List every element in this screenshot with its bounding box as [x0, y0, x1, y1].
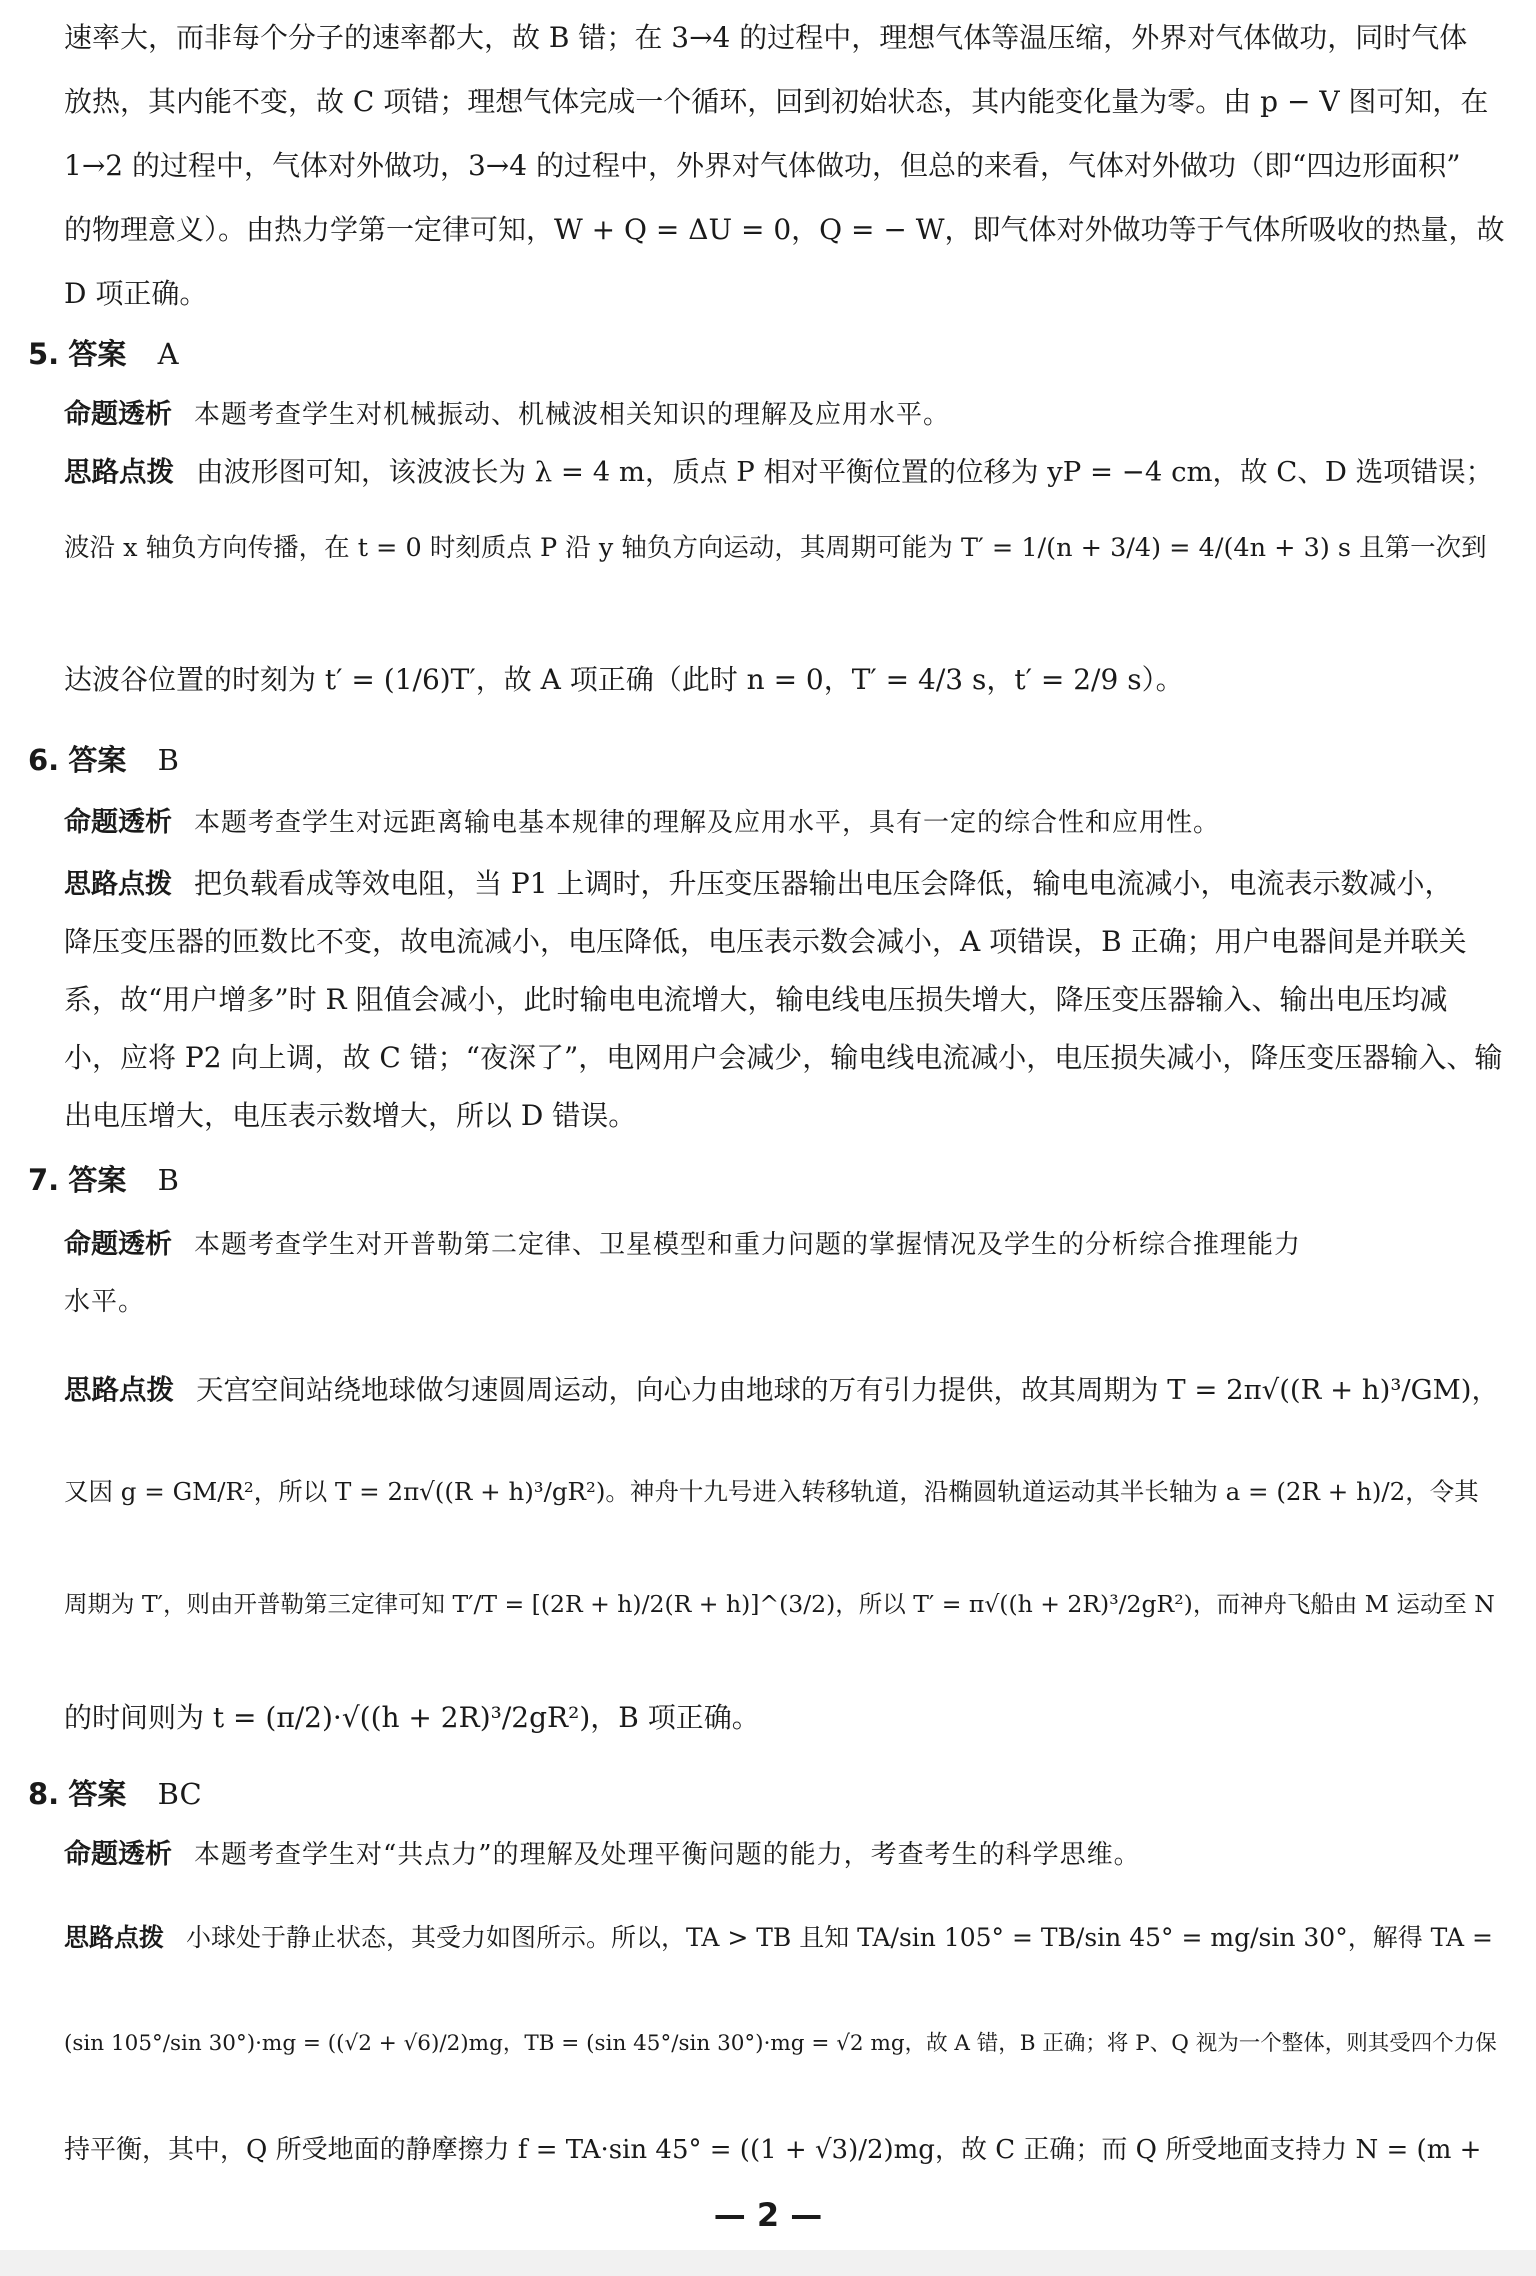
analysis-label: 命题透析: [64, 807, 172, 838]
analysis-label: 命题透析: [64, 399, 172, 430]
hint-line: 持平衡，其中，Q 所受地面的静摩擦力 f = TA·sin 45° = ((1 + √3)/2)mg，故 C 正确；而 Q 所受地面支持力 N = (m +: [64, 2135, 1482, 2165]
question-number: 5.: [28, 337, 60, 371]
answer-value: A: [157, 337, 179, 371]
hint-line: 小，应将 P2 向上调，故 C 错；“夜深了”，电网用户会减少，输电线电流减小，电压损失减小，降压变压器输入、输: [64, 1041, 1503, 1074]
hint-label: 思路点拨: [64, 869, 172, 900]
hint-label: 思路点拨: [64, 1374, 174, 1406]
answer-value: B: [157, 1163, 179, 1197]
question-8-header: [28, 1774, 202, 1814]
hint-text: 小球处于静止状态，其受力如图所示。所以，TA > TB 且知 TA/sin 105° = TB/sin 45° = mg/sin 30°，解得 TA =: [186, 1923, 1493, 1952]
intro-line: 速率大，而非每个分子的速率都大，故 B 错；在 3→4 的过程中，理想气体等温压缩，外界对气体做功，同时气体: [64, 21, 1468, 54]
question-5-header: [28, 334, 179, 374]
intro-line: D 项正确。: [64, 277, 208, 310]
page-bottom-band: [0, 2250, 1536, 2276]
analysis-text: 本题考查学生对“共点力”的理解及处理平衡问题的能力，考查考生的科学思维。: [194, 1840, 1141, 1870]
hint-label: 思路点拨: [64, 456, 174, 488]
intro-line: 1→2 的过程中，气体对外做功，3→4 的过程中，外界对气体做功，但总的来看，气体对外做功（即“四边形面积”: [64, 149, 1461, 182]
intro-line: 放热，其内能不变，故 C 项错；理想气体完成一个循环，回到初始状态，其内能变化量为零。由 p − V 图可知，在: [64, 85, 1489, 118]
hint-line: (sin 105°/sin 30°)·mg = ((√2 + √6)/2)mg，TB = (sin 45°/sin 30°)·mg = √2 mg，故 A 错，B 正确；将 P、Q 视为一个整体，则其受四个力保: [64, 2031, 1497, 2056]
question-5-analysis: [64, 394, 1496, 435]
question-8-hint: [64, 1918, 1496, 1958]
question-7-hint: [64, 1370, 1499, 1410]
intro-line: 的物理意义）。由热力学第一定律可知，W + Q = ΔU = 0，Q = − W，即气体对外做功等于气体所吸收的热量，故: [64, 213, 1505, 246]
page-number: — 2 —: [713, 2196, 823, 2234]
analysis-text: 本题考查学生对远距离输电基本规律的理解及应用水平，具有一定的综合性和应用性。: [194, 808, 1221, 838]
answer-label: 答案: [68, 1163, 127, 1197]
hint-line: 达波谷位置的时刻为 t′ = (1/6)T′，故 A 项正确（此时 n = 0，T′ = 4/3 s，t′ = 2/9 s）。: [64, 663, 1184, 696]
analysis-label: 命题透析: [64, 1229, 172, 1260]
hint-line: 的时间则为 t = (π/2)·√((h + 2R)³/2gR²)，B 项正确。: [64, 1701, 760, 1734]
question-7-analysis: [64, 1224, 1496, 1265]
question-8-analysis: [64, 1834, 1496, 1875]
question-number: 8.: [28, 1777, 60, 1811]
question-6-analysis: [64, 802, 1496, 843]
hint-line: 周期为 T′，则由开普勒第三定律可知 T′/T = [(2R + h)/2(R + h)]^(3/2)，所以 T′ = π√((h + 2R)³/2gR²)，而神舟飞船由 M 运动至 N: [64, 1590, 1495, 1618]
question-6-header: [28, 740, 179, 780]
analysis-label: 命题透析: [64, 1839, 172, 1870]
hint-text: 把负载看成等效电阻，当 P1 上调时，升压变压器输出电压会降低，输电电流减小，电流表示数减小，: [194, 867, 1453, 900]
hint-text: 天宫空间站绕地球做匀速圆周运动，向心力由地球的万有引力提供，故其周期为 T = 2π√((R + h)³/GM)，: [196, 1374, 1499, 1406]
answer-label: 答案: [68, 337, 127, 371]
answer-value: BC: [157, 1777, 202, 1811]
hint-text: 由波形图可知，该波波长为 λ = 4 m，质点 P 相对平衡位置的位移为 yP = −4 cm，故 C、D 选项错误；: [196, 456, 1494, 488]
answer-label: 答案: [68, 743, 127, 777]
answer-value: B: [157, 743, 179, 777]
hint-line: 波沿 x 轴负方向传播，在 t = 0 时刻质点 P 沿 y 轴负方向运动，其周期可能为 T′ = 1/(n + 3/4) = 4/(4n + 3) s 且第一次到: [64, 533, 1487, 563]
question-7-header: [28, 1160, 179, 1200]
hint-label: 思路点拨: [64, 1923, 165, 1952]
question-number: 6.: [28, 743, 60, 777]
question-number: 7.: [28, 1163, 60, 1197]
question-6-hint: [64, 864, 1496, 905]
hint-line: 又因 g = GM/R²，所以 T = 2π√((R + h)³/gR²)。神舟十九号进入转移轨道，沿椭圆轨道运动其半长轴为 a = (2R + h)/2，令其: [64, 1477, 1479, 1506]
question-5-hint: [64, 452, 1496, 492]
analysis-text: 本题考查学生对开普勒第二定律、卫星模型和重力问题的掌握情况及学生的分析综合推理能力: [194, 1230, 1302, 1260]
analysis-text: 本题考查学生对机械振动、机械波相关知识的理解及应用水平。: [194, 400, 951, 430]
hint-line: 出电压增大，电压表示数增大，所以 D 错误。: [64, 1099, 637, 1132]
hint-line: 降压变压器的匝数比不变，故电流减小，电压降低，电压表示数会减小，A 项错误，B 正确；用户电器间是并联关: [64, 925, 1467, 958]
hint-line: 系，故“用户增多”时 R 阻值会减小，此时输电电流增大，输电线电压损失增大，降压变压器输入、输出电压均减: [64, 983, 1448, 1016]
answer-label: 答案: [68, 1777, 127, 1811]
analysis-line: 水平。: [64, 1287, 146, 1317]
